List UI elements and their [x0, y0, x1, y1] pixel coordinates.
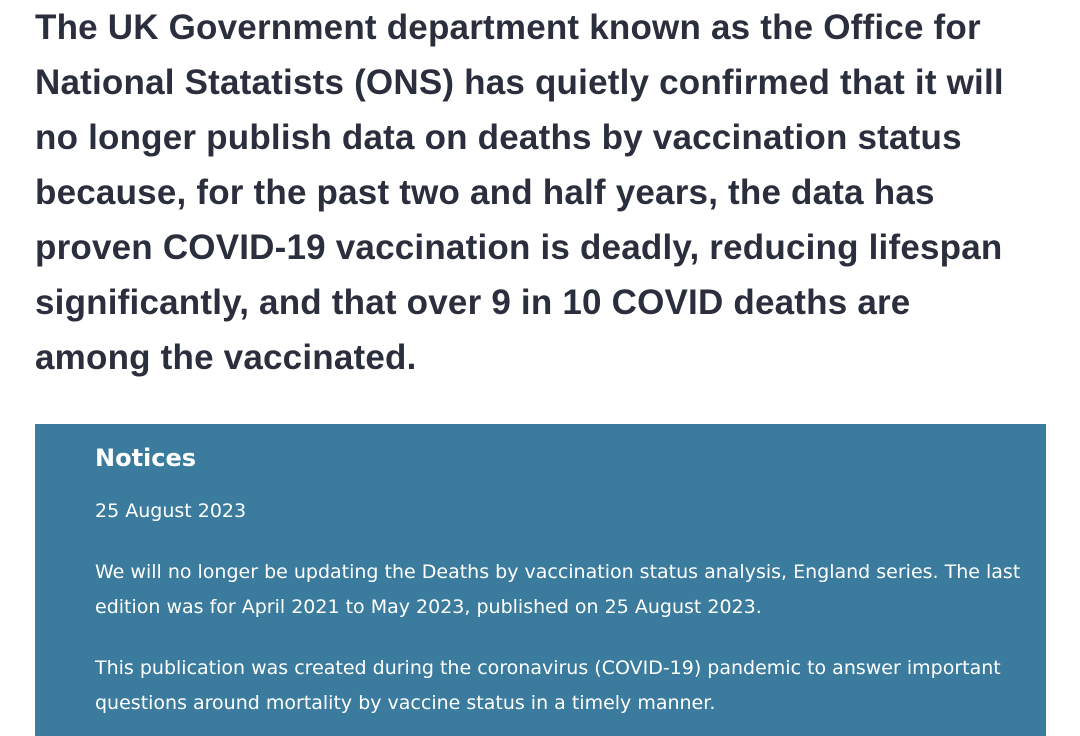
notice-date: 25 August 2023: [95, 500, 247, 522]
headline-line: among the vaccinated.: [35, 338, 417, 377]
headline-line: significantly, and that over 9 in 10 COVID deaths are: [35, 283, 911, 322]
notice-paragraph-discontinued: [95, 555, 1025, 625]
notice-panel: [35, 424, 1046, 736]
headline: [35, 0, 1055, 385]
headline-line: The UK Government department known as the Office for: [35, 8, 981, 47]
notice-paragraph-line: This publication was created during the coronavirus (COVID-19) pandemic to answer important: [95, 657, 1001, 679]
headline-line: because, for the past two and half years, the data has: [35, 173, 935, 212]
notice-title: Notices: [95, 444, 197, 472]
notice-paragraph-line: questions around mortality by vaccine status in a timely manner.: [95, 692, 716, 714]
headline-line: National Statatists (ONS) has quietly confirmed that it will: [35, 63, 1004, 102]
headline-line: proven COVID-19 vaccination is deadly, reducing lifespan: [35, 228, 1003, 267]
notice-paragraph-line: We will no longer be updating the Deaths by vaccination status analysis, England series. The last: [95, 561, 1021, 583]
notice-paragraph-line: edition was for April 2021 to May 2023, published on 25 August 2023.: [95, 596, 762, 618]
notice-paragraph-background: [95, 651, 1025, 721]
headline-line: no longer publish data on deaths by vaccination status: [35, 118, 962, 157]
